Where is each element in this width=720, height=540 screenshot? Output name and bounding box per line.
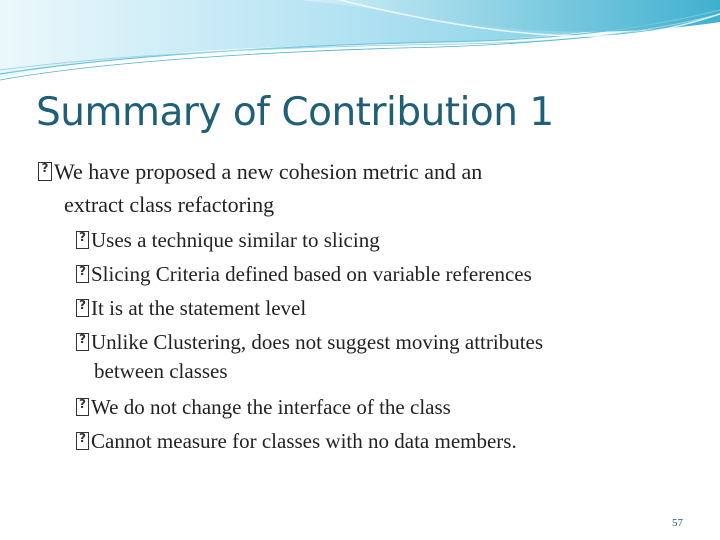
main-bullet bbox=[38, 159, 482, 185]
sub-bullet-text: Slicing Criteria defined based on variable references bbox=[91, 262, 532, 286]
sub-bullet bbox=[76, 296, 306, 321]
sub-bullet-text: Cannot measure for classes with no data members. bbox=[91, 429, 517, 453]
main-bullet-continuation bbox=[64, 192, 274, 218]
sub-bullet-continuation bbox=[94, 359, 228, 384]
page-number: 57 bbox=[672, 517, 683, 529]
sub-bullet-text: It is at the statement level bbox=[91, 296, 307, 320]
sub-bullet bbox=[76, 330, 543, 355]
sub-bullet-text: Unlike Clustering, does not suggest moving attributes bbox=[91, 330, 544, 354]
missing-glyph-box-icon bbox=[76, 299, 89, 317]
slide-title: Summary of Contribution 1 bbox=[36, 90, 554, 135]
header-wave-decoration bbox=[0, 0, 720, 90]
missing-glyph-box-icon bbox=[38, 162, 52, 181]
sub-bullet bbox=[76, 429, 517, 454]
sub-bullet bbox=[76, 228, 380, 253]
main-bullet-line1: We have proposed a new cohesion metric and an bbox=[54, 159, 483, 184]
missing-glyph-box-icon bbox=[76, 432, 89, 450]
sub-bullet-text: We do not change the interface of the class bbox=[91, 395, 451, 419]
missing-glyph-box-icon bbox=[76, 231, 89, 249]
sub-bullet-text: between classes bbox=[94, 359, 228, 383]
missing-glyph-box-icon bbox=[76, 398, 89, 416]
missing-glyph-box-icon bbox=[76, 265, 89, 283]
sub-bullet bbox=[76, 395, 451, 420]
sub-bullet-text: Uses a technique similar to slicing bbox=[91, 228, 380, 252]
sub-bullet bbox=[76, 262, 532, 287]
main-bullet-line2: extract class refactoring bbox=[64, 192, 275, 217]
missing-glyph-box-icon bbox=[76, 333, 89, 351]
